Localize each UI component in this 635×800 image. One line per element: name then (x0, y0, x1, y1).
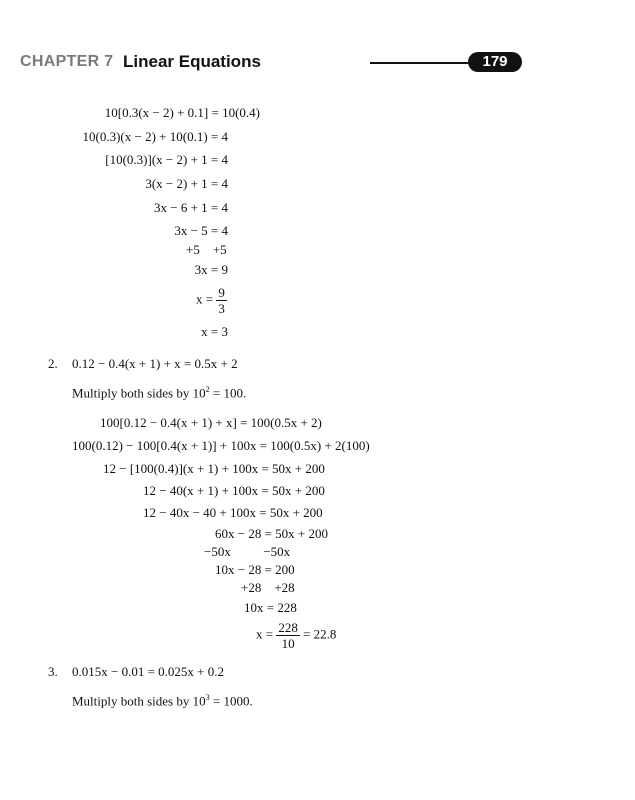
page-header (20, 50, 620, 78)
p1-step-1: 10[0.3(x − 2) + 0.1] = 10(0.4) (104, 105, 260, 120)
p2-step-7: −50x −50x (204, 544, 291, 559)
p2-step-4: 12 − 40(x + 1) + 100x = 50x + 200 (143, 483, 325, 498)
p1-fraction-step (196, 285, 227, 316)
p2-step-2: 100(0.12) − 100[0.4(x + 1)] + 100x = 100(0.5x) + 2(100) (72, 438, 370, 453)
problem-2-exponent: 2 (205, 385, 210, 394)
p2-step-1: 100[0.12 − 0.4(x + 1) + x] = 100(0.5x + 2) (100, 415, 322, 430)
p2-step-9: +28 +28 (241, 580, 295, 595)
p1-step-6: 3x − 5 = 4 (174, 223, 228, 238)
chapter-title: Linear Equations (123, 52, 261, 71)
p2-step-5: 12 − 40x − 40 + 100x = 50x + 200 (143, 505, 323, 520)
problem-3-number: 3. (48, 664, 58, 679)
p2-fraction-step (256, 620, 336, 651)
problem-2-instruction-text: Multiply both sides by 10 (72, 385, 206, 401)
problem-2-instruction-suffix: = 100. (209, 385, 247, 401)
p1-fraction-num: 9 (218, 285, 225, 300)
problem-2-equation: 0.12 − 0.4(x + 1) + x = 0.5x + 2 (72, 356, 238, 371)
problem-2-statement (48, 356, 448, 372)
p1-step-8: 3x = 9 (194, 262, 228, 277)
p1-fraction (216, 285, 227, 316)
chapter-label: CHAPTER 7 (20, 53, 114, 70)
p1-step-3: [10(0.3)](x − 2) + 1 = 4 (105, 152, 228, 167)
p1-fraction-den: 3 (218, 301, 225, 316)
page-number: 179 (468, 52, 522, 72)
problem-3-statement (48, 664, 448, 680)
p2-fraction (276, 620, 300, 651)
p2-step-3: 12 − [100(0.4)](x + 1) + 100x = 50x + 200 (103, 461, 325, 476)
problem-3-equation: 0.015x − 0.01 = 0.025x + 0.2 (72, 664, 224, 679)
p1-step-2: 10(0.3)(x − 2) + 10(0.1) = 4 (82, 129, 228, 144)
problem-3-instruction (72, 693, 253, 709)
p2-fraction-rhs: = 22.8 (303, 626, 337, 642)
p2-fraction-den: 10 (281, 636, 295, 651)
problem-2-number: 2. (48, 356, 58, 371)
p2-fraction-lhs: x = (256, 626, 274, 642)
p2-step-6: 60x − 28 = 50x + 200 (215, 526, 328, 541)
problem-3-instruction-suffix: = 1000. (209, 693, 253, 709)
p1-final: x = 3 (201, 324, 228, 339)
problem-3-exponent: 3 (205, 693, 210, 702)
problem-2-instruction (72, 385, 246, 401)
p1-step-5: 3x − 6 + 1 = 4 (154, 200, 228, 215)
p2-step-10: 10x = 228 (244, 600, 297, 615)
p1-step-4: 3(x − 2) + 1 = 4 (145, 176, 228, 191)
p1-step-7: +5 +5 (186, 242, 227, 257)
p1-fraction-lhs: x = (196, 291, 214, 307)
p2-fraction-num: 228 (278, 620, 298, 635)
problem-3-instruction-text: Multiply both sides by 10 (72, 693, 206, 709)
p2-step-8: 10x − 28 = 200 (215, 562, 295, 577)
